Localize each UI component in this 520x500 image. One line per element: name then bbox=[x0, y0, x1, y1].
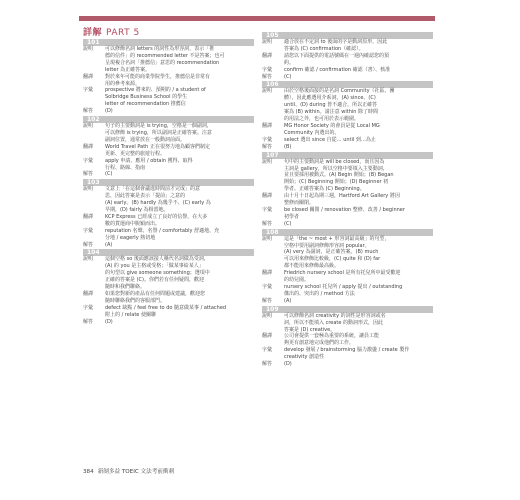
row-label: 解答 bbox=[262, 143, 273, 150]
row-text: 對於來年可能的商業學院學生，推薦信是非常有 用的參考來源。 bbox=[105, 73, 211, 87]
row-label: 翻譯 bbox=[83, 213, 94, 220]
question-number-bar: 106 bbox=[262, 81, 433, 88]
explanation-row bbox=[262, 298, 433, 305]
row-text: (C) bbox=[105, 171, 113, 178]
explanation-row bbox=[262, 144, 433, 151]
row-text: reputation 名聲、名譽 / comfortably 舒適地、充 分地 / eagerly 熱切地 bbox=[105, 227, 220, 241]
row-text: 請您以下面提供的電話號碼在一週內確認您的預 約。 bbox=[284, 52, 390, 66]
question-section bbox=[83, 179, 254, 248]
question-number-bar: 109 bbox=[262, 306, 433, 313]
row-text: Friedrich nursery school 是所有托兒所中最受歡迎 的幼兒園。 bbox=[284, 270, 401, 284]
explanation-row bbox=[83, 228, 254, 242]
right-column bbox=[262, 32, 433, 369]
explanation-row bbox=[262, 39, 433, 53]
question-number-bar: 103 bbox=[83, 179, 254, 186]
explanation-row bbox=[83, 242, 254, 249]
explanation-row bbox=[83, 123, 254, 144]
row-label: 翻譯 bbox=[83, 73, 94, 80]
chapter-title: 詳解 bbox=[83, 28, 103, 38]
explanation-row bbox=[83, 144, 254, 158]
explanation-row bbox=[83, 214, 254, 228]
row-label: 翻譯 bbox=[83, 143, 94, 150]
row-label: 翻譯 bbox=[262, 52, 273, 59]
explanation-row bbox=[83, 305, 254, 319]
row-text: 適合放在不定詞 to 後面的字是動詞原形，因此 答案為 (C) confirmation（確認）。 bbox=[284, 39, 388, 52]
explanation-row bbox=[83, 171, 254, 178]
row-text: (C) bbox=[284, 220, 292, 227]
row-label: 翻譯 bbox=[262, 270, 273, 277]
explanation-row bbox=[83, 186, 254, 214]
explanation-row bbox=[262, 193, 433, 207]
row-label: 解答 bbox=[262, 220, 273, 227]
explanation-row bbox=[262, 270, 433, 284]
row-text: 如果您對新的產品有任何問題或建議，歡迎您 隨時聯絡我們的客服部門。 bbox=[105, 291, 206, 304]
row-label: 字彙 bbox=[83, 87, 94, 94]
explanation-row bbox=[83, 87, 254, 108]
row-label: 解答 bbox=[83, 318, 94, 325]
row-label: 字彙 bbox=[262, 206, 273, 213]
explanation-row bbox=[262, 333, 433, 347]
explanation-row bbox=[262, 347, 433, 361]
explanation-row bbox=[262, 74, 433, 81]
explanation-row bbox=[262, 221, 433, 228]
question-number-bar: 108 bbox=[262, 229, 433, 236]
explanation-row bbox=[83, 256, 254, 291]
row-text: 句中的主要動詞是 will be closed，而且因為 主詞是 gallery，所以空格中要填入主要動詞， 並且要採用被動式。(A) Begin 開始；(B) Began 開始；(C) Beginning 開始；(D) Beginner 初 學者。正確答案為 (C) Beginning。 bbox=[284, 158, 394, 193]
row-label: 字彙 bbox=[262, 284, 273, 290]
row-label: 說明 bbox=[83, 186, 94, 193]
row-text: defect 缺點 / feel free to do 隨意做某事 / attached 附上的 / relate 使關聯 bbox=[105, 304, 227, 318]
page-footer bbox=[83, 467, 174, 477]
question-section bbox=[262, 32, 433, 80]
question-number-bar: 101 bbox=[83, 39, 254, 46]
question-section bbox=[262, 81, 433, 150]
row-label: 說明 bbox=[262, 39, 273, 45]
row-text: (D) bbox=[105, 318, 113, 325]
question-section bbox=[262, 152, 433, 228]
row-label: 解答 bbox=[262, 361, 273, 368]
book-page bbox=[79, 16, 435, 478]
question-section bbox=[83, 39, 254, 115]
row-text: be closed 關閉 / renovation 整修、改善 / beginner 初學者 bbox=[284, 206, 405, 220]
row-label: 說明 bbox=[83, 46, 94, 52]
explanation-row bbox=[262, 207, 433, 221]
row-label: 字彙 bbox=[83, 227, 94, 234]
row-label: 說明 bbox=[83, 123, 94, 130]
row-label: 翻譯 bbox=[262, 193, 273, 200]
row-text: (B) bbox=[284, 143, 292, 150]
row-label: 字彙 bbox=[262, 136, 273, 143]
explanation-row bbox=[262, 313, 433, 334]
row-label: 說明 bbox=[262, 88, 273, 95]
left-column bbox=[83, 39, 254, 327]
chapter-heading bbox=[83, 27, 140, 39]
question-number-bar: 104 bbox=[83, 249, 254, 256]
row-text: 公司會提供一套極為重要的系統，讓員工能 夠更有創意地完成他們的工作。 bbox=[284, 333, 380, 347]
question-number-bar: 107 bbox=[262, 152, 433, 159]
row-label: 說明 bbox=[83, 256, 94, 263]
part-label: PART 5 bbox=[106, 28, 140, 38]
explanation-row bbox=[262, 123, 433, 137]
row-text: (C) bbox=[284, 73, 292, 80]
row-text: (A) bbox=[105, 241, 113, 248]
explanation-row bbox=[262, 88, 433, 123]
row-label: 解答 bbox=[83, 241, 94, 248]
explanation-row bbox=[262, 236, 433, 271]
row-label: 字彙 bbox=[262, 347, 273, 354]
row-text: confirm 確認 / confirmation 確認（書）、核准 bbox=[284, 66, 391, 73]
row-text: 這是「the ~ most + 形容詞最高級」的句型， 空格中要用副詞修飾形容詞 popular。 (A) very 為副詞，是正確答案。(B) much 可以用來修飾比較級，(C) quite 和 (D) far 都不能用來修飾最高級。 bbox=[284, 235, 390, 270]
header-color-bar bbox=[79, 16, 435, 21]
row-text: select 選出 since 自從… until 到…為止 bbox=[284, 136, 376, 143]
row-text: MG Honor Society 的會員是從 Local MG Community 內選出的。 bbox=[284, 122, 380, 136]
row-text: 可以修飾名詞 creativity 的詞性是形容詞或名 詞，所以不能填入 create 的動詞形式，因此 答案是 (D) creative。 bbox=[284, 312, 386, 333]
row-label: 解答 bbox=[83, 171, 94, 178]
row-label: 說明 bbox=[262, 158, 273, 165]
explanation-row bbox=[262, 137, 433, 144]
row-label: 字彙 bbox=[262, 66, 273, 73]
question-section bbox=[262, 306, 433, 368]
explanation-row bbox=[83, 74, 254, 88]
row-label: 翻譯 bbox=[262, 122, 273, 129]
question-section bbox=[83, 249, 254, 325]
row-label: 解答 bbox=[83, 108, 94, 115]
row-text: (D) bbox=[284, 361, 292, 368]
explanation-row bbox=[83, 319, 254, 326]
question-number-bar: 102 bbox=[83, 116, 254, 123]
row-label: 說明 bbox=[262, 312, 273, 319]
row-text: 可以修飾名詞 letters 的詞性為形容詞，表示「推 薦的信件」的 recommended letter 不是答案；也可 呈現複合名詞「推薦信」意思的 recommendation letter 為正確答案。 bbox=[105, 46, 225, 73]
row-text: KCP Express 已經成立了良好的信譽，在大多 數的貨運商中脫穎而出。 bbox=[105, 213, 208, 227]
row-text: 由於空格後面接的是名詞 Community（社區、團 體），因此應選用介系詞，(A) since、(C) until、(D) during 皆不適合，所以正確答 案為 (B) within。請注意 within 除了時間 的用法之外，也可用於表示範圍。 bbox=[284, 88, 395, 123]
explanation-row bbox=[262, 159, 433, 194]
row-text: 這個空格 so 後面應該接人稱代名詞做為受詞， (A) 的 you 是主格或受格；「做某事給某人」 的句型以 give someone something；選項中 正確的答案是 (C)。你們若有任何疑問，歡迎 隨時和我們聯絡。 bbox=[105, 256, 210, 291]
row-text: 句子的主要動詞是 is trying，空格是一個副詞， 可以修飾 is trying，所以副詞是正確答案。注意 副詞位置，通常放在一般動詞前面。 bbox=[105, 123, 212, 143]
question-section bbox=[262, 229, 433, 305]
row-label: 說明 bbox=[262, 235, 273, 242]
row-text: prospective 將來的、預期的 / a student of Solbridge Business School 的學生 letter of recommendation 推薦信 bbox=[105, 87, 206, 108]
row-text: (D) bbox=[105, 108, 113, 115]
row-text: apply 申請、應用 / obtain 獲得、取得 行程、路線、指南 bbox=[105, 157, 193, 171]
row-label: 字彙 bbox=[83, 157, 94, 164]
row-text: 文意上「在這個會議進時間前才完成」的意 思，因此答案是表示「提前」之意的 (A) early。(B) hardly 為幾乎不、(C) early 為 早期，(D) fairly 為相當地。 bbox=[105, 186, 211, 214]
explanation-row bbox=[262, 284, 433, 298]
row-label: 翻譯 bbox=[262, 333, 273, 340]
question-number-bar: 105 bbox=[262, 32, 433, 39]
row-text: World Travel Path 正在很努力地為顧客們制定 更新、更完整的旅遊行程。 bbox=[105, 143, 210, 157]
row-text: develop 發展 / brainstorming 腦力激盪 / create 製作 creativity 創造性 bbox=[284, 347, 410, 361]
explanation-row bbox=[262, 53, 433, 67]
row-text: (A) bbox=[284, 297, 292, 304]
explanation-row bbox=[83, 291, 254, 305]
explanation-row bbox=[83, 158, 254, 172]
row-label: 解答 bbox=[262, 73, 273, 80]
row-text: nursery school 托兒所 / apply 提出 / outstanding 傑出的、突出的 / method 方法 bbox=[284, 284, 403, 297]
page-number: 384 bbox=[83, 469, 94, 475]
explanation-row bbox=[262, 67, 433, 74]
explanation-row bbox=[83, 46, 254, 74]
row-label: 字彙 bbox=[83, 304, 94, 311]
row-label: 翻譯 bbox=[83, 291, 94, 297]
explanation-row bbox=[83, 108, 254, 115]
row-label: 解答 bbox=[262, 297, 273, 304]
explanation-row bbox=[262, 361, 433, 368]
row-text: 由十月十日起為期三週，Hartford Art Gallery 將因 整修而關閉。 bbox=[284, 193, 400, 207]
question-section bbox=[83, 116, 254, 178]
book-title: 新制多益 TOEIC 文法考前衝刺 bbox=[97, 469, 175, 475]
